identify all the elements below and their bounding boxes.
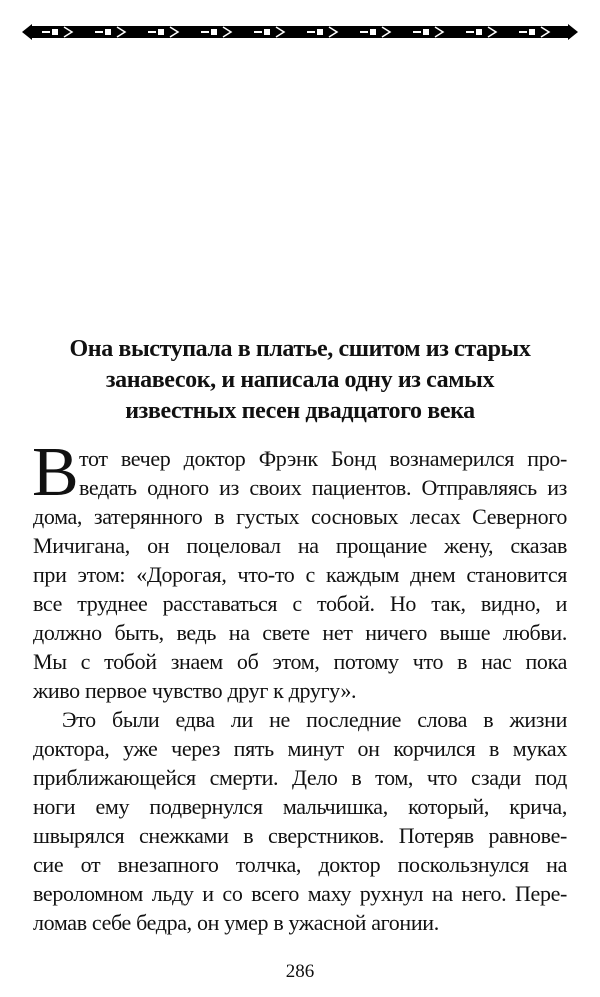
title-line: занавесок, и написала одну из самых bbox=[105, 367, 495, 393]
drop-cap: В bbox=[32, 434, 79, 511]
text-line: при этом: «Дорогая, что-то с каждым днем становится bbox=[33, 562, 567, 587]
text-line: вероломном льду и со всего маху рухнул на него. Пере- bbox=[33, 881, 567, 906]
text-line: все труднее расставаться с тобой. Но так, видно, и bbox=[33, 591, 567, 616]
paragraph-2 bbox=[33, 705, 567, 937]
text-line: сие от внезапного толчка, доктор поскользнулся на bbox=[33, 852, 567, 877]
text-line: Это были едва ли не последние слова в жизни bbox=[62, 707, 567, 732]
text-line: ведать одного из своих пациентов. Отправляясь из bbox=[79, 475, 567, 500]
text-line: швырялся снежками в сверстников. Потеряв равнове- bbox=[33, 823, 567, 848]
text-line: Мичигана, он поцеловал на прощание жену, сказав bbox=[33, 533, 567, 558]
text-line: ноги ему подвернулся мальчишка, который, крича, bbox=[33, 794, 567, 819]
page-number: 286 bbox=[285, 961, 315, 982]
chapter-title bbox=[20, 334, 580, 427]
decorative-border-ornament-icon bbox=[22, 22, 578, 42]
title-line: Она выступала в платье, сшитом из старых bbox=[69, 336, 531, 362]
text-line: ломав себе бедра, он умер в ужасной агонии. bbox=[33, 910, 439, 935]
text-line: приближающейся смерти. Дело в том, что сзади под bbox=[33, 765, 567, 790]
body-text bbox=[32, 434, 567, 937]
text-line: должно быть, ведь на свете нет ничего выше любви. bbox=[33, 620, 567, 645]
text-line: тот вечер доктор Фрэнк Бонд вознамерился про- bbox=[79, 446, 567, 471]
text-line: Мы с тобой знаем об этом, потому что в нас пока bbox=[33, 649, 567, 674]
paragraph-1 bbox=[33, 444, 567, 705]
text-line: живо первое чувство друг к другу». bbox=[33, 678, 357, 703]
title-line: известных песен двадцатого века bbox=[125, 398, 475, 424]
text-line: доктора, уже через пять минут он корчился в муках bbox=[33, 736, 567, 761]
text-line: дома, затерянного в густых сосновых лесах Северного bbox=[33, 504, 567, 529]
